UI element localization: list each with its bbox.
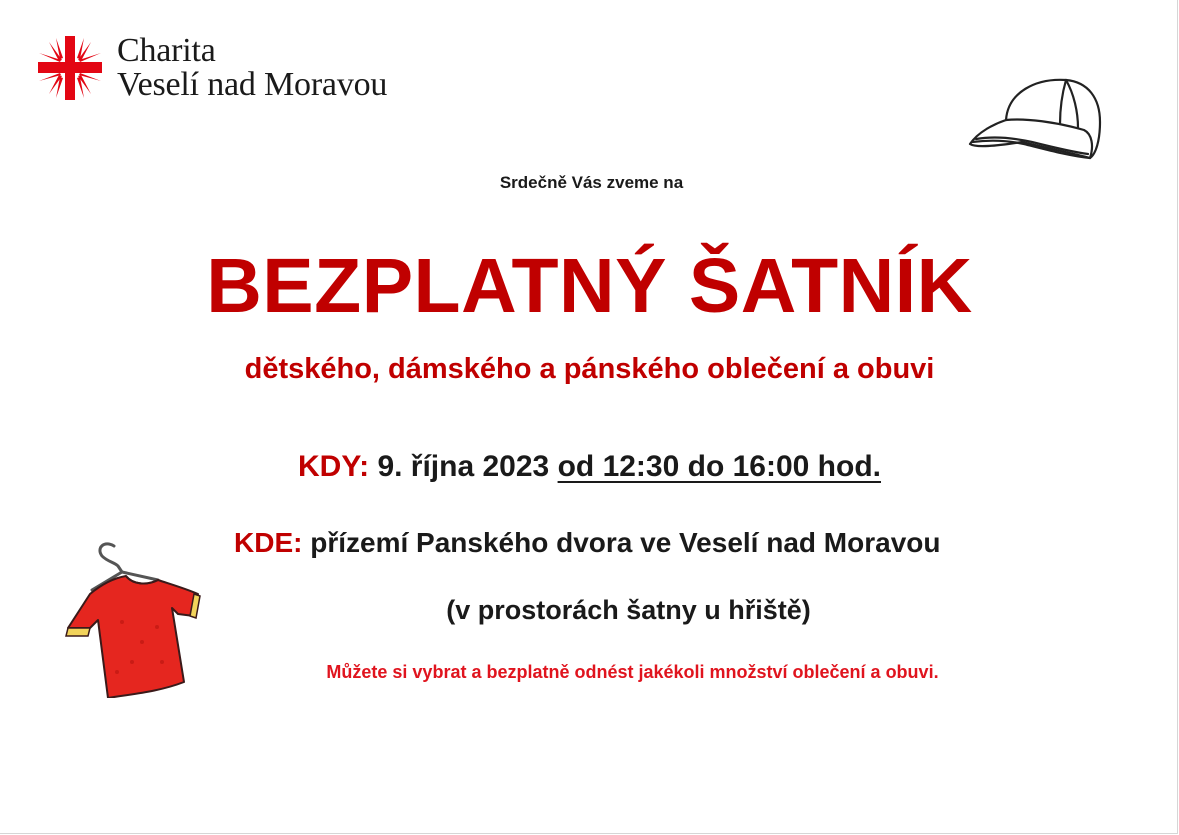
- subtitle: dětského, dámského a pánského oblečení a obuvi: [244, 353, 935, 385]
- page-title: BEZPLATNÝ ŠATNÍK: [206, 243, 973, 329]
- when-date: 9. října 2023: [377, 450, 550, 483]
- charita-logo: [36, 34, 387, 102]
- invitation-line: Srdečně Vás zveme na: [499, 173, 684, 192]
- cap-icon: [966, 70, 1104, 162]
- when-label: KDY:: [297, 450, 370, 483]
- charity-cross-icon: [36, 34, 104, 102]
- where-place: přízemí Panského dvora ve Veselí nad Moravou: [310, 527, 941, 558]
- info-note: Můžete si vybrat a bezplatně odnést jakékoli množství oblečení a obuvi.: [326, 662, 939, 682]
- where-line: [234, 527, 940, 559]
- where-detail: (v prostorách šatny u hřiště): [446, 595, 811, 625]
- where-label: KDE:: [234, 527, 303, 558]
- logo-line-1: Charita: [117, 32, 216, 69]
- when-line: [0, 450, 1179, 484]
- when-time: od 12:30 do 16:00 hod.: [557, 450, 881, 483]
- logo-wordmark: [117, 34, 387, 102]
- logo-line-2: Veselí nad Moravou: [117, 66, 388, 103]
